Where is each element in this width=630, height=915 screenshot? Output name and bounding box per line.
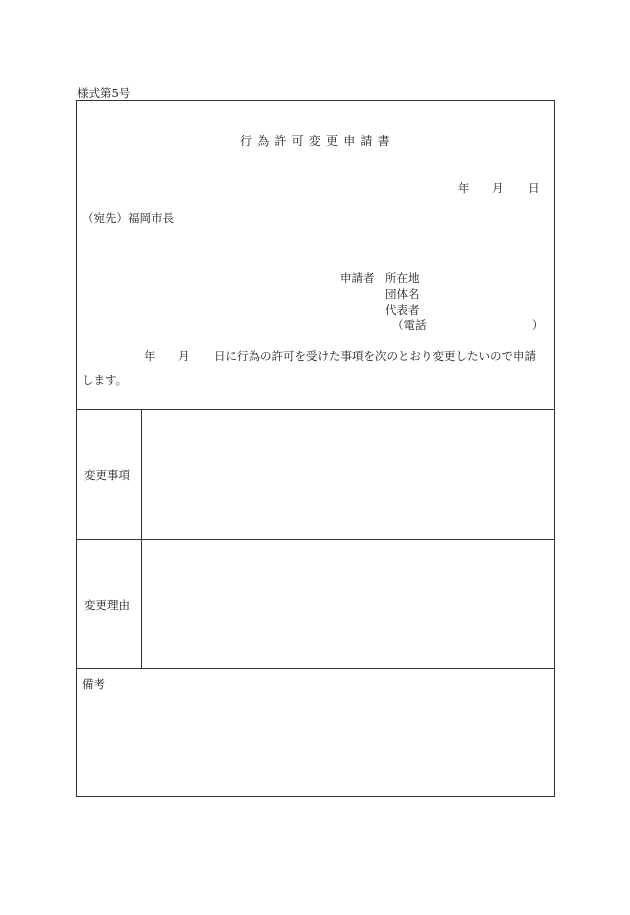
change-reason-label: 変更理由 <box>84 598 130 612</box>
addressee: （宛先）福岡市長 <box>82 211 174 225</box>
phone-label: （電話 <box>392 318 427 332</box>
representative-label: 代表者 <box>385 303 420 317</box>
form-title: 行為許可変更申請書 <box>240 134 395 148</box>
body-year-label: 年 <box>144 349 156 363</box>
divider-change-items <box>77 539 554 540</box>
divider-header <box>77 409 554 410</box>
body-text-line2: します。 <box>82 373 128 387</box>
date-month-label: 月 <box>492 181 504 195</box>
divider-change-reason <box>77 668 554 669</box>
form-box <box>76 100 555 797</box>
phone-close-paren: ） <box>532 318 544 332</box>
address-label: 所在地 <box>385 271 420 285</box>
form-number: 様式第5号 <box>77 86 131 100</box>
change-items-label: 変更事項 <box>84 468 130 482</box>
label-column-divider <box>141 409 142 668</box>
date-year-label: 年 <box>458 181 470 195</box>
date-day-label: 日 <box>528 181 540 195</box>
remarks-label: 備考 <box>82 677 105 691</box>
body-month-label: 月 <box>178 349 190 363</box>
body-text-line1: 日に行為の許可を受けた事項を次のとおり変更したいので申請 <box>214 349 536 363</box>
applicant-label: 申請者 <box>340 271 375 285</box>
organization-label: 団体名 <box>385 287 420 301</box>
